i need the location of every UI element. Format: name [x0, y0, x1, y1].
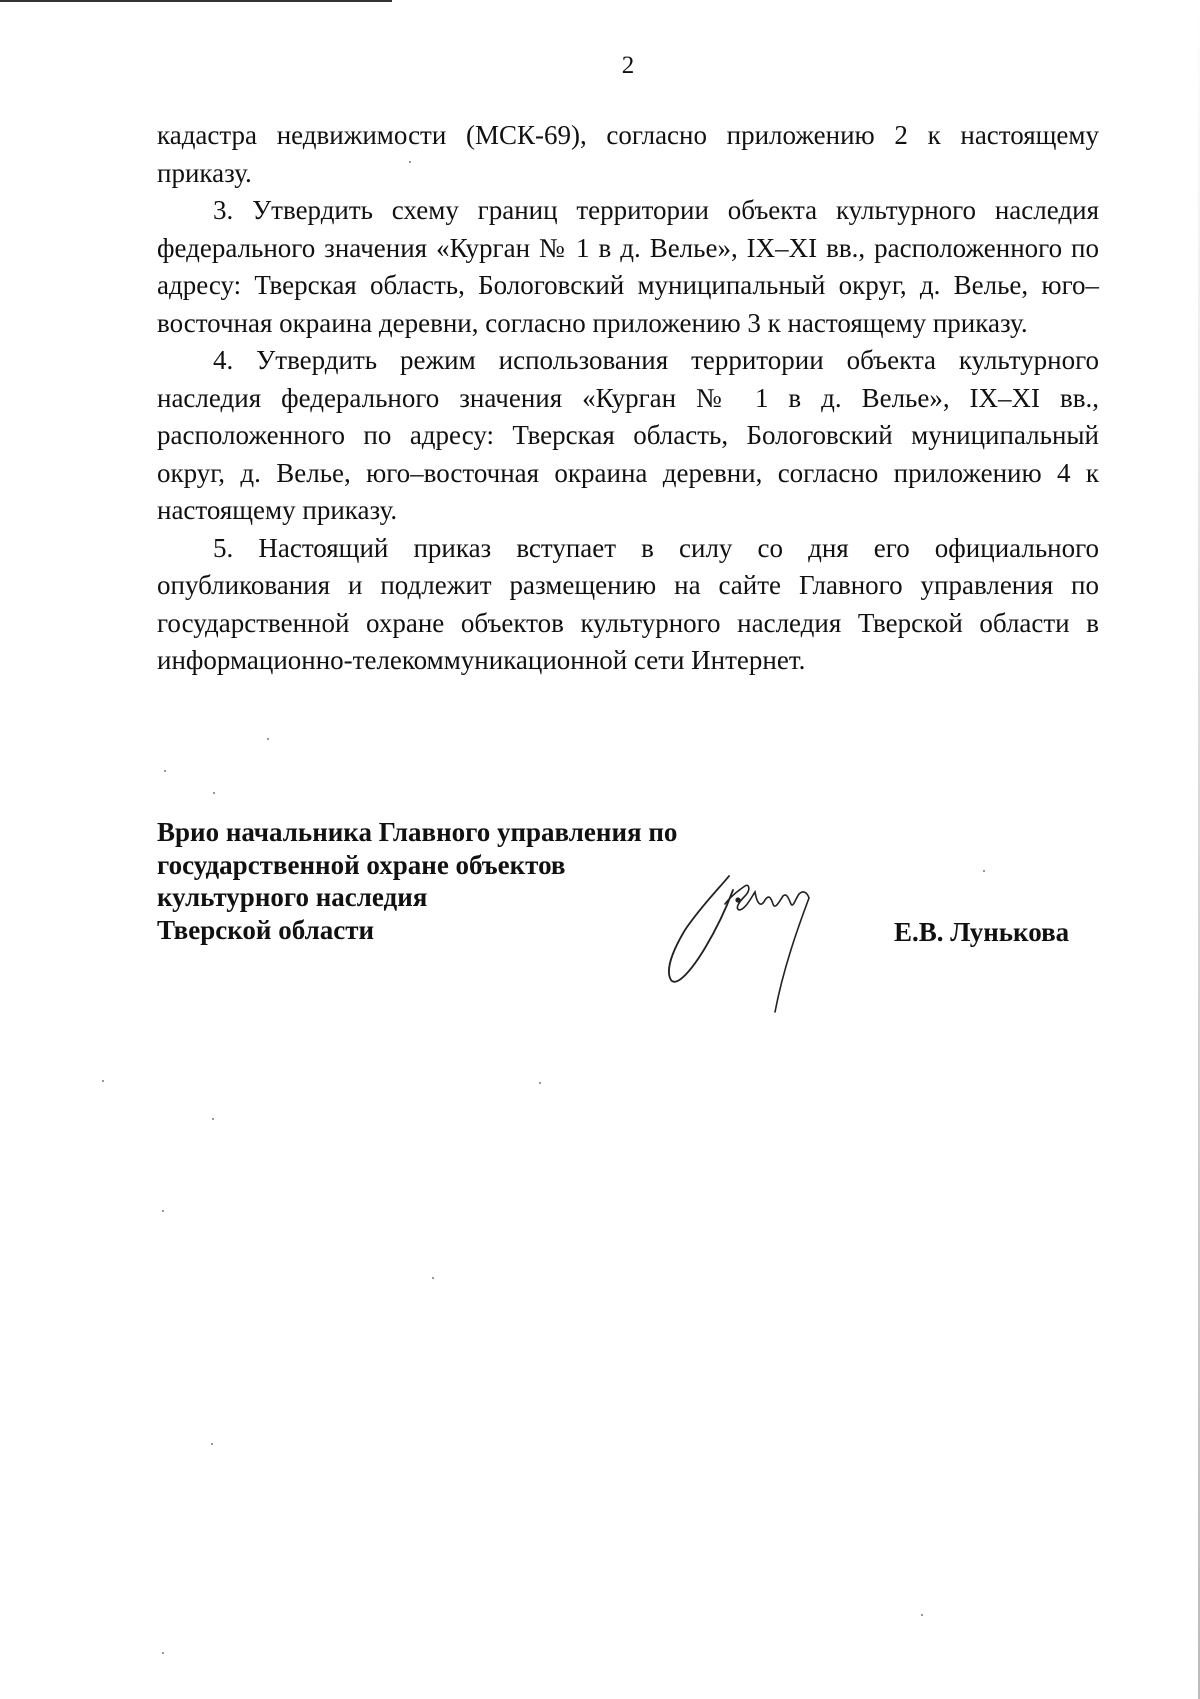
paragraph-item-3: 3. Утвердить схему границ территории объекта культурного наследия федерального значения «Курган № 1 в д. Велье», IX–XI вв., расположенного по адресу: Тверская область, Бологовский муниципальный округ, д. Велье, юго–восточная окраина деревни, согласно приложению 3 к настоящему приказу. [157, 195, 1099, 338]
scan-edge-top [0, 0, 392, 2]
scan-speck [539, 1082, 541, 1084]
paragraph-item-5: 5. Настоящий приказ вступает в силу со дня его официального опубликования и подлежит размещению на сайте Главного управления по государственной охране объектов культурного наследия Тверской области в информационно-телекоммуникационной сети Интернет. [157, 532, 1099, 675]
signer-position-line: Врио начальника Главного управления по [157, 817, 678, 847]
scan-speck [164, 770, 166, 772]
scan-speck [162, 1652, 164, 1654]
scan-speck [267, 738, 269, 740]
signature-icon [665, 870, 855, 1030]
signer-position [157, 816, 677, 946]
scan-speck [409, 161, 411, 163]
paragraph-continuation: кадастра недвижимости (МСК-69), согласно приложению 2 к настоящему приказу. [157, 120, 1099, 188]
scan-speck [432, 1277, 434, 1279]
document-body [157, 117, 1099, 680]
scan-speck [983, 870, 985, 872]
signer-name: Е.В. Лунькова [894, 917, 1070, 947]
signer-position-line: Тверской области [157, 914, 375, 945]
scan-speck [921, 1614, 923, 1616]
scan-speck [213, 792, 215, 794]
page-number: 2 [621, 52, 635, 79]
scan-speck [211, 1443, 213, 1445]
signer-position-line: государственной охране объектов [157, 849, 566, 880]
scan-speck [102, 1080, 104, 1082]
scan-speck [162, 1210, 164, 1212]
paragraph-item-4: 4. Утвердить режим использования территории объекта культурного наследия федерального значения «Курган № 1 в д. Велье», IX–XI вв., расположенного по адресу: Тверская область, Бологовский муниципальный округ, д. Велье, юго–восточная окраина деревни, согласно приложению 4 к настоящему приказу. [157, 345, 1099, 525]
signer-position-line: культурного наследия [157, 882, 428, 912]
scan-speck [212, 1118, 214, 1120]
